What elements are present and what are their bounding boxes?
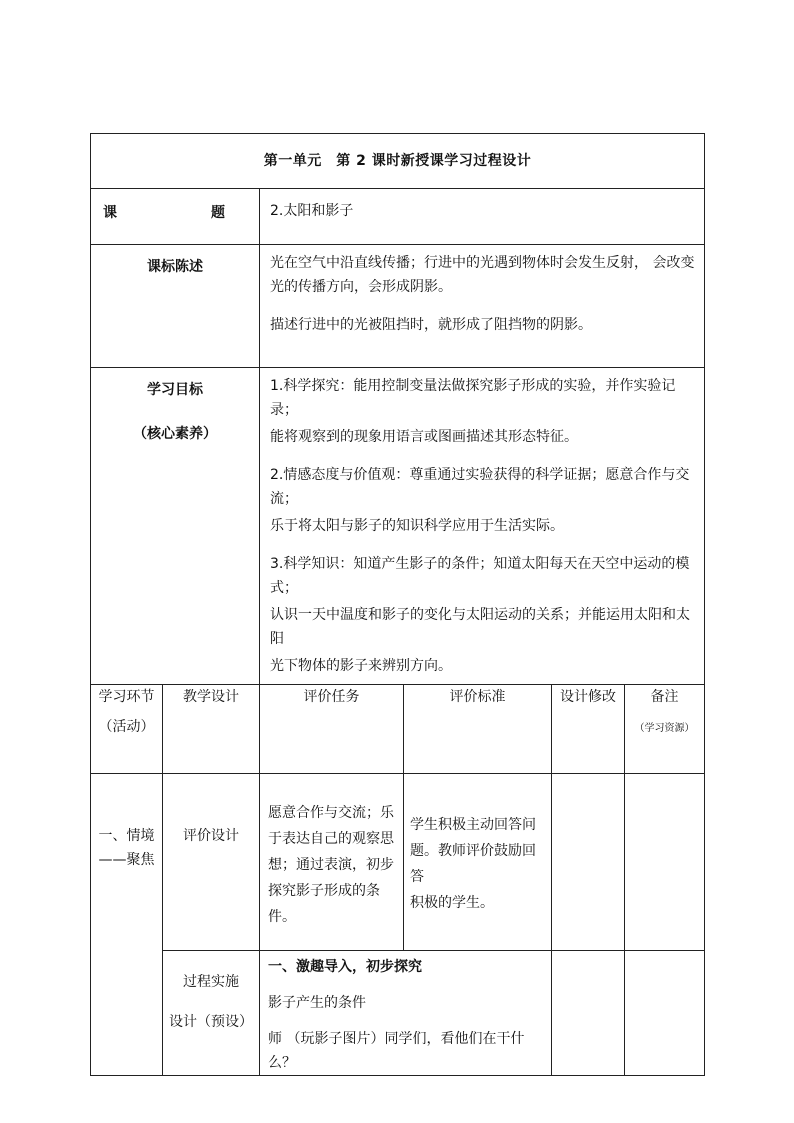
- criteria-line: 学生积极主动回答问: [410, 817, 536, 833]
- objective-line: 乐于将太阳与影子的知识科学应用于生活实际。: [270, 518, 564, 534]
- header-criteria: 评价标准: [404, 685, 552, 774]
- header-note: [625, 685, 705, 774]
- objectives-label-cell: [91, 368, 260, 685]
- objective-line: 能将观察到的现象用语言或图画描述其形态特征。: [270, 429, 578, 445]
- header-revise: 设计修改: [552, 685, 625, 774]
- task-line: 想；通过表演，初步: [268, 857, 394, 873]
- standard-line: 光的传播方向，会形成阴影。: [270, 279, 452, 295]
- header-stage-line: 学习环节: [98, 689, 155, 705]
- stage1-name-line: 一、情境: [98, 828, 155, 844]
- stage1-task: [260, 774, 404, 951]
- topic-value: 2.太阳和影子: [260, 189, 705, 245]
- header-stage-line: （活动）: [98, 719, 155, 735]
- stage1-process-content: [260, 951, 552, 1076]
- stage1-name: [91, 774, 163, 1076]
- task-line: 探究影子形成的条件。: [268, 883, 380, 925]
- stage1-eval-label: 评价设计: [163, 774, 260, 951]
- stage1-process-revise: [552, 951, 625, 1076]
- standard-content: [260, 245, 705, 368]
- objective-line: 认识一天中温度和影子的变化与太阳运动的关系；并能运用太阳和太阳: [270, 607, 690, 647]
- stage1-note: [625, 774, 705, 951]
- process-label-line: 过程实施: [183, 974, 239, 990]
- objectives-content: [260, 368, 705, 685]
- process-line: 一、激趣导入，初步探究: [268, 959, 422, 975]
- standard-label: 课标陈述: [91, 245, 260, 368]
- task-line: 愿意合作与交流；乐: [268, 805, 394, 821]
- stage1-criteria: [404, 774, 552, 951]
- header-note-sub: （学习资源）: [634, 723, 695, 734]
- criteria-line: 积极的学生。: [410, 895, 494, 911]
- criteria-line: 题。教师评价鼓励回答: [410, 843, 536, 885]
- header-task: 评价任务: [260, 685, 404, 774]
- process-line: 师 （玩影子图片）同学们，看他们在干什么？: [268, 1031, 525, 1071]
- process-line: 影子产生的条件: [268, 995, 366, 1011]
- stage1-name-line: ——聚焦: [98, 852, 155, 868]
- standard-line: 描述行进中的光被阻挡时，就形成了阻挡物的阴影。: [270, 317, 592, 333]
- stage1-process-note: [625, 951, 705, 1076]
- topic-label: 课 题: [91, 189, 260, 245]
- objectives-label: 学习目标: [147, 382, 203, 398]
- stage1-revise: [552, 774, 625, 951]
- header-design: 教学设计: [163, 685, 260, 774]
- page-title: 第一单元 第 2 课时新授课学习过程设计: [91, 134, 705, 189]
- process-label-line: 设计（预设）: [169, 1014, 253, 1030]
- standard-line: 光在空气中沿直线传播；行进中的光遇到物体时会发生反射， 会改变: [270, 255, 695, 271]
- objective-line: 1.科学探究：能用控制变量法做探究影子形成的实验，并作实验记录；: [270, 378, 676, 418]
- header-stage: [91, 685, 163, 774]
- objective-line: 光下物体的影子来辨别方向。: [270, 658, 452, 674]
- stage1-process-label: [163, 951, 260, 1076]
- objectives-sublabel: （核心素养）: [133, 426, 217, 442]
- lesson-plan-table: [90, 133, 705, 1076]
- objective-line: 3.科学知识：知道产生影子的条件；知道太阳每天在天空中运动的模式；: [270, 556, 690, 596]
- task-line: 于表达自己的观察思: [268, 831, 394, 847]
- header-note-title: 备注: [650, 689, 679, 705]
- objective-line: 2.情感态度与价值观：尊重通过实验获得的科学证据；愿意合作与交流；: [270, 467, 690, 507]
